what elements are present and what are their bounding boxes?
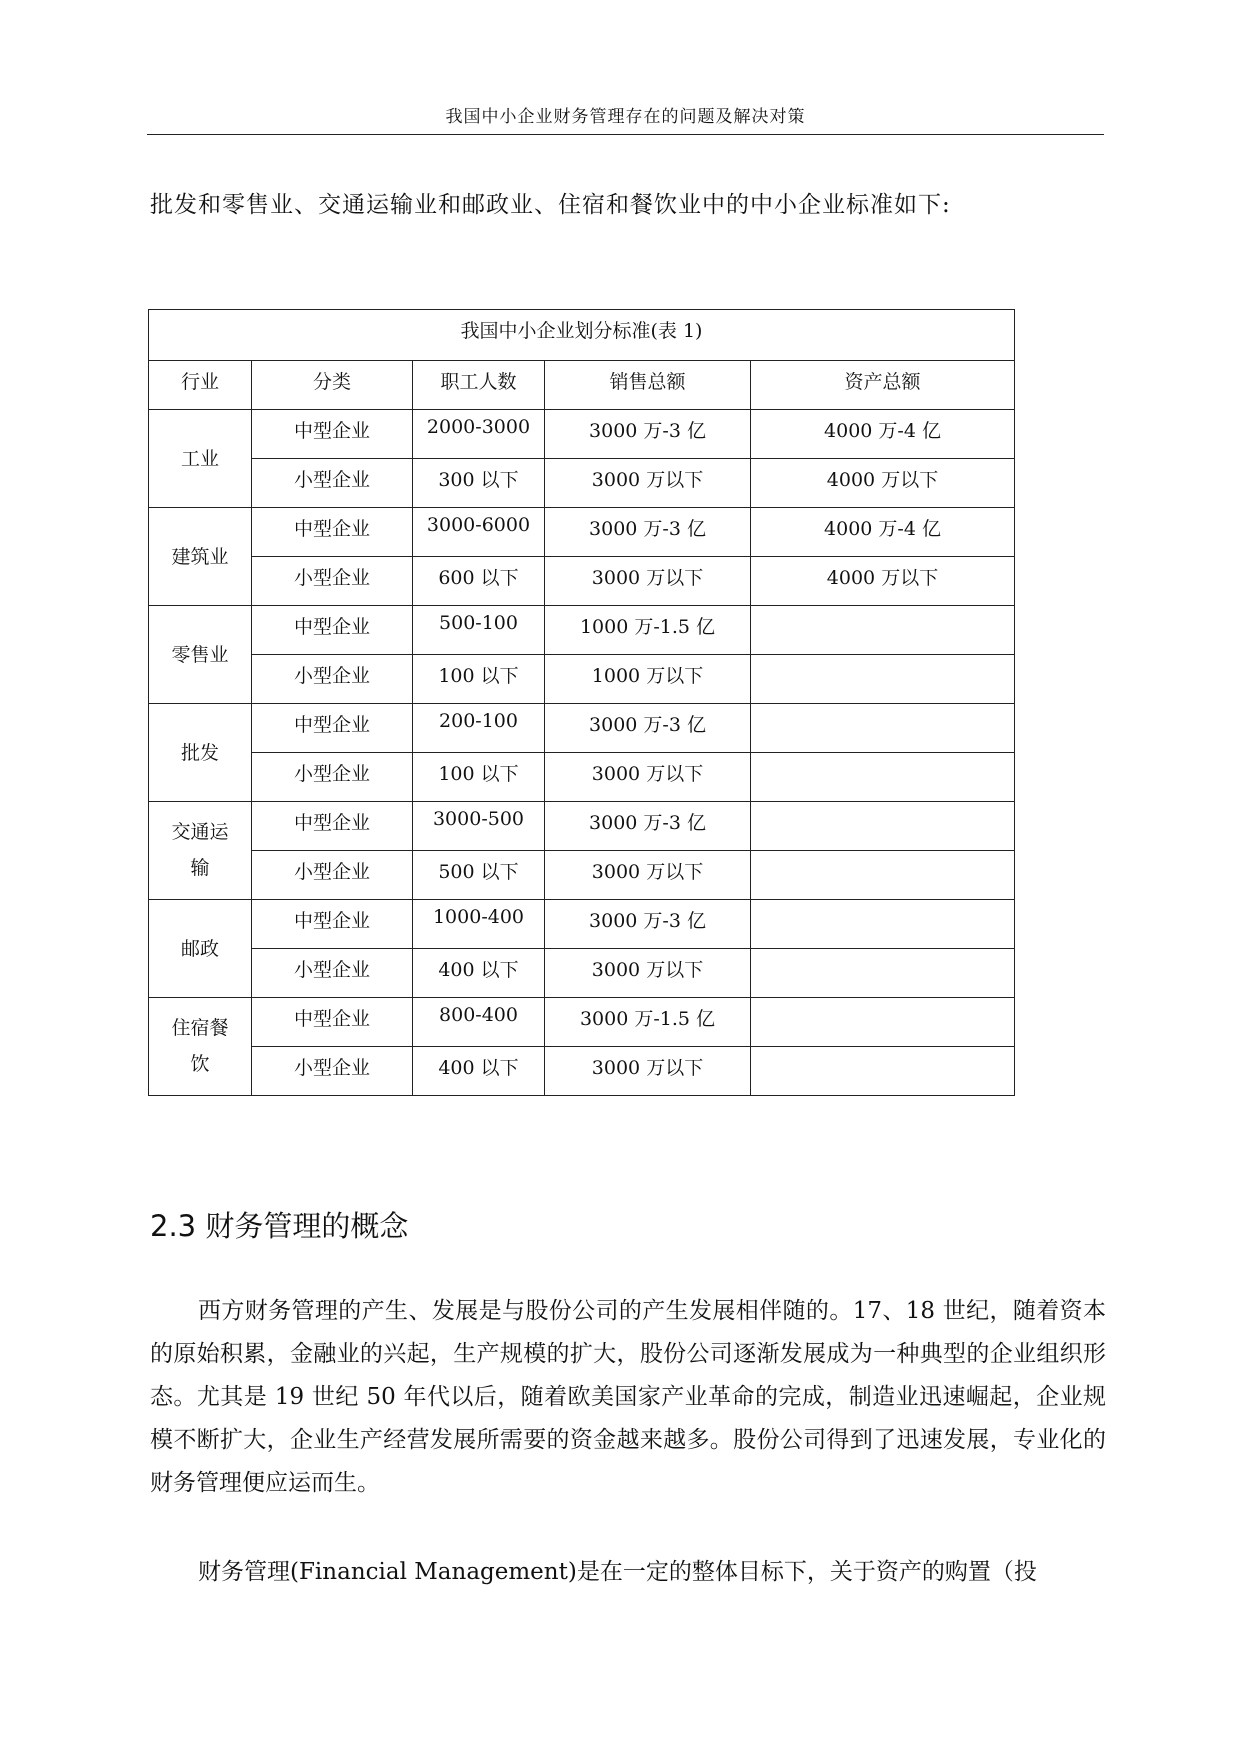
intro-text: 批发和零售业、交通运输业和邮政业、住宿和餐饮业中的中小企业标准如下: xyxy=(150,192,951,218)
assets-cell xyxy=(751,753,1015,802)
assets-cell xyxy=(751,949,1015,998)
header-industry: 行业 xyxy=(149,361,252,410)
table-row xyxy=(149,606,1015,655)
paragraph: 西方财务管理的产生、发展是与股份公司的产生发展相伴随的。17、18 世纪，随着资本的原始积累，金融业的兴起，生产规模的扩大，股份公司逐渐发展成为一种典型的企业组织形态。尤其是 19 世纪 50 年代以后，随着欧美国家产业革命的完成，制造业迅速崛起，企业规模不断扩大，企业生产经营发展所需要的资金越来越多。股份公司得到了迅速发展，专业化的财务管理便应运而生。 xyxy=(150,1298,1106,1496)
industry-cell: 建筑业 xyxy=(149,508,252,606)
sales-cell: 3000 万以下 xyxy=(545,459,751,508)
employees-cell: 500-100 xyxy=(413,606,545,655)
sales-cell: 3000 万-3 亿 xyxy=(545,802,751,851)
assets-cell: 4000 万以下 xyxy=(751,557,1015,606)
sales-cell: 3000 万-3 亿 xyxy=(545,508,751,557)
category-cell: 小型企业 xyxy=(252,557,413,606)
sales-cell: 3000 万-3 亿 xyxy=(545,900,751,949)
assets-cell xyxy=(751,802,1015,851)
header-assets: 资产总额 xyxy=(751,361,1015,410)
employees-cell: 2000-3000 xyxy=(413,410,545,459)
industry-cell: 零售业 xyxy=(149,606,252,704)
table-row xyxy=(149,459,1015,508)
employees-cell: 3000-500 xyxy=(413,802,545,851)
employees-cell: 3000-6000 xyxy=(413,508,545,557)
table-row xyxy=(149,949,1015,998)
table-row xyxy=(149,704,1015,753)
assets-cell xyxy=(751,900,1015,949)
category-cell: 小型企业 xyxy=(252,1047,413,1096)
table-caption: 我国中小企业划分标准(表 1) xyxy=(149,310,1015,361)
employees-cell: 1000-400 xyxy=(413,900,545,949)
industry-cell: 工业 xyxy=(149,410,252,508)
category-cell: 中型企业 xyxy=(252,606,413,655)
assets-cell: 4000 万以下 xyxy=(751,459,1015,508)
assets-cell: 4000 万-4 亿 xyxy=(751,508,1015,557)
table-row xyxy=(149,655,1015,704)
assets-cell xyxy=(751,851,1015,900)
industry-cell: 住宿餐饮 xyxy=(149,998,252,1096)
category-cell: 中型企业 xyxy=(252,998,413,1047)
employees-cell: 100 以下 xyxy=(413,655,545,704)
sales-cell: 3000 万以下 xyxy=(545,949,751,998)
employees-cell: 400 以下 xyxy=(413,949,545,998)
sales-cell: 3000 万-3 亿 xyxy=(545,704,751,753)
assets-cell xyxy=(751,998,1015,1047)
category-cell: 小型企业 xyxy=(252,851,413,900)
header-employees: 职工人数 xyxy=(413,361,545,410)
category-cell: 小型企业 xyxy=(252,459,413,508)
table-row xyxy=(149,900,1015,949)
sales-cell: 3000 万以下 xyxy=(545,851,751,900)
category-cell: 中型企业 xyxy=(252,508,413,557)
industry-cell: 批发 xyxy=(149,704,252,802)
category-cell: 小型企业 xyxy=(252,655,413,704)
sales-cell: 3000 万以下 xyxy=(545,557,751,606)
sales-cell: 1000 万-1.5 亿 xyxy=(545,606,751,655)
category-cell: 中型企业 xyxy=(252,410,413,459)
employees-cell: 400 以下 xyxy=(413,1047,545,1096)
sme-standard-table xyxy=(148,309,1015,1096)
section-title: 2.3 财务管理的概念 xyxy=(150,1209,409,1243)
header-category: 分类 xyxy=(252,361,413,410)
sales-cell: 3000 万-1.5 亿 xyxy=(545,998,751,1047)
category-cell: 小型企业 xyxy=(252,949,413,998)
category-cell: 中型企业 xyxy=(252,802,413,851)
employees-cell: 600 以下 xyxy=(413,557,545,606)
assets-cell xyxy=(751,606,1015,655)
sales-cell: 1000 万以下 xyxy=(545,655,751,704)
table-row xyxy=(149,1047,1015,1096)
table-row xyxy=(149,851,1015,900)
industry-cell: 交通运输 xyxy=(149,802,252,900)
employees-cell: 800-400 xyxy=(413,998,545,1047)
employees-cell: 200-100 xyxy=(413,704,545,753)
table-row xyxy=(149,508,1015,557)
assets-cell xyxy=(751,1047,1015,1096)
table-row xyxy=(149,753,1015,802)
category-cell: 中型企业 xyxy=(252,900,413,949)
sales-cell: 3000 万以下 xyxy=(545,1047,751,1096)
table-row xyxy=(149,998,1015,1047)
paragraph: 财务管理(Financial Management)是在一定的整体目标下，关于资产的购置（投 xyxy=(198,1559,1037,1585)
employees-cell: 100 以下 xyxy=(413,753,545,802)
table-row xyxy=(149,557,1015,606)
assets-cell: 4000 万-4 亿 xyxy=(751,410,1015,459)
table-header-row xyxy=(149,361,1015,410)
employees-cell: 300 以下 xyxy=(413,459,545,508)
assets-cell xyxy=(751,704,1015,753)
table-caption-row xyxy=(149,310,1015,361)
table-row xyxy=(149,802,1015,851)
category-cell: 中型企业 xyxy=(252,704,413,753)
employees-cell: 500 以下 xyxy=(413,851,545,900)
category-cell: 小型企业 xyxy=(252,753,413,802)
industry-cell: 邮政 xyxy=(149,900,252,998)
table-row xyxy=(149,410,1015,459)
sales-cell: 3000 万以下 xyxy=(545,753,751,802)
sales-cell: 3000 万-3 亿 xyxy=(545,410,751,459)
running-header: 我国中小企业财务管理存在的问题及解决对策 xyxy=(147,100,1104,135)
assets-cell xyxy=(751,655,1015,704)
header-sales: 销售总额 xyxy=(545,361,751,410)
